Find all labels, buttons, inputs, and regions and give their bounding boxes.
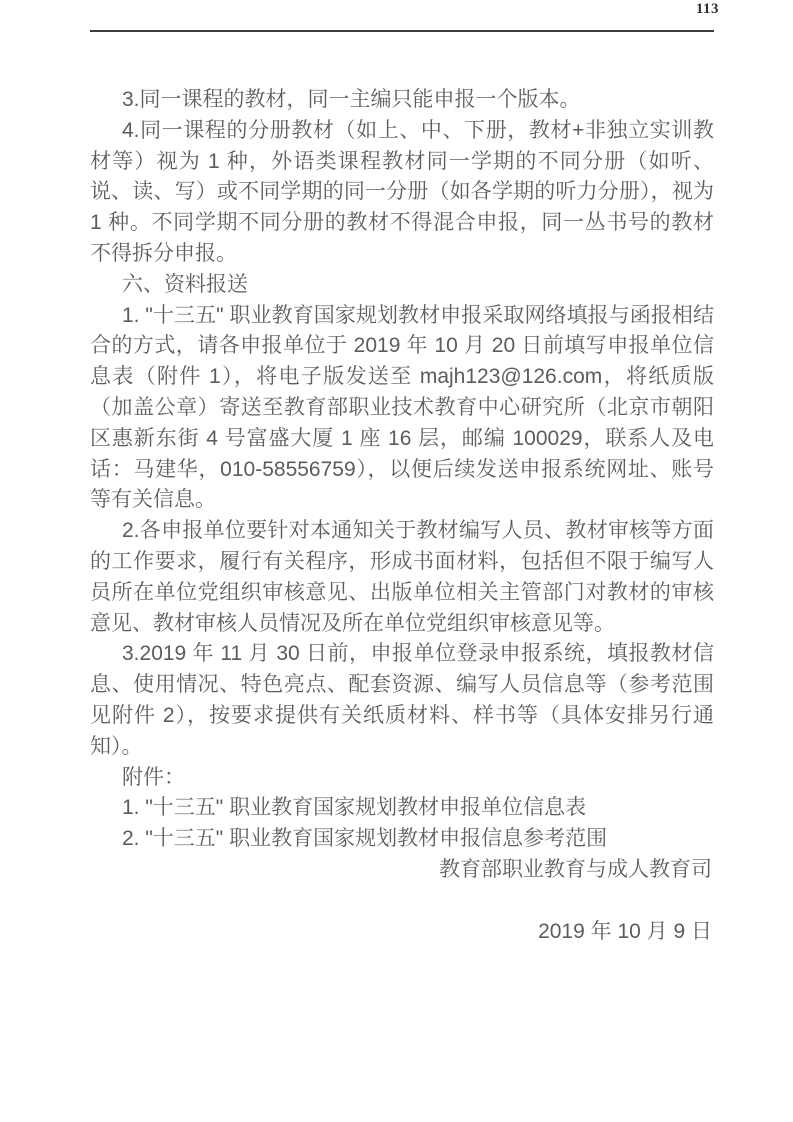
section-heading-materials-submission: 六、资料报送	[122, 272, 248, 296]
header-rule	[90, 30, 714, 32]
attachment-item-1: 1. "十三五" 职业教育国家规划教材申报单位信息表	[122, 796, 587, 820]
paragraph-submission-2: 2.各申报单位要针对本通知关于教材编写人员、教材审核等方面的工作要求，履行有关程序，形成书面材料，包括但不限于编写人员所在单位党组织审核意见、出版单位相关主管部门对教材的审核意见、教材审核人员情况及所在单位党组织审核意见等。	[90, 519, 714, 635]
document-body	[90, 85, 714, 948]
page-number: 113	[695, 1, 719, 17]
paragraph-submission-3: 3.2019 年 11 月 30 日前，申报单位登录申报系统，填报教材信息、使用情况、特色亮点、配套资源、编写人员信息等（参考范围见附件 2），按要求提供有关纸质材料、样书等（具体安排另行通知）。	[90, 642, 714, 758]
signature-date: 2019 年 10 月 9 日	[538, 919, 712, 943]
signature-department: 教育部职业教育与成人教育司	[439, 857, 712, 881]
attachment-item-2: 2. "十三五" 职业教育国家规划教材申报信息参考范围	[122, 827, 608, 851]
paragraph-rule-4: 4.同一课程的分册教材（如上、中、下册，教材+非独立实训教材等）视为 1 种，外语类课程教材同一学期的不同分册（如听、说、读、写）或不同学期的同一分册（如各学期的听力分册），视为 1 种。不同学期不同分册的教材不得混合申报，同一丛书号的教材不得拆分申报。	[90, 118, 714, 265]
paragraph-submission-1: 1. "十三五" 职业教育国家规划教材申报采取网络填报与函报相结合的方式，请各申报单位于 2019 年 10 月 20 日前填写申报单位信息表（附件 1），将电子版发送至 majh123@126.com，将纸质版（加盖公章）寄送至教育部职业技术教育中心研究所（北京市朝阳区惠新东街 4 号富盛大厦 1 座 16 层，邮编 100029，联系人及电话：马建华，010-58556759），以便后续发送申报系统网址、账号等有关信息。	[90, 303, 714, 512]
paragraph-rule-3: 3.同一课程的教材，同一主编只能申报一个版本。	[122, 88, 581, 111]
attachments-label: 附件：	[122, 765, 185, 789]
